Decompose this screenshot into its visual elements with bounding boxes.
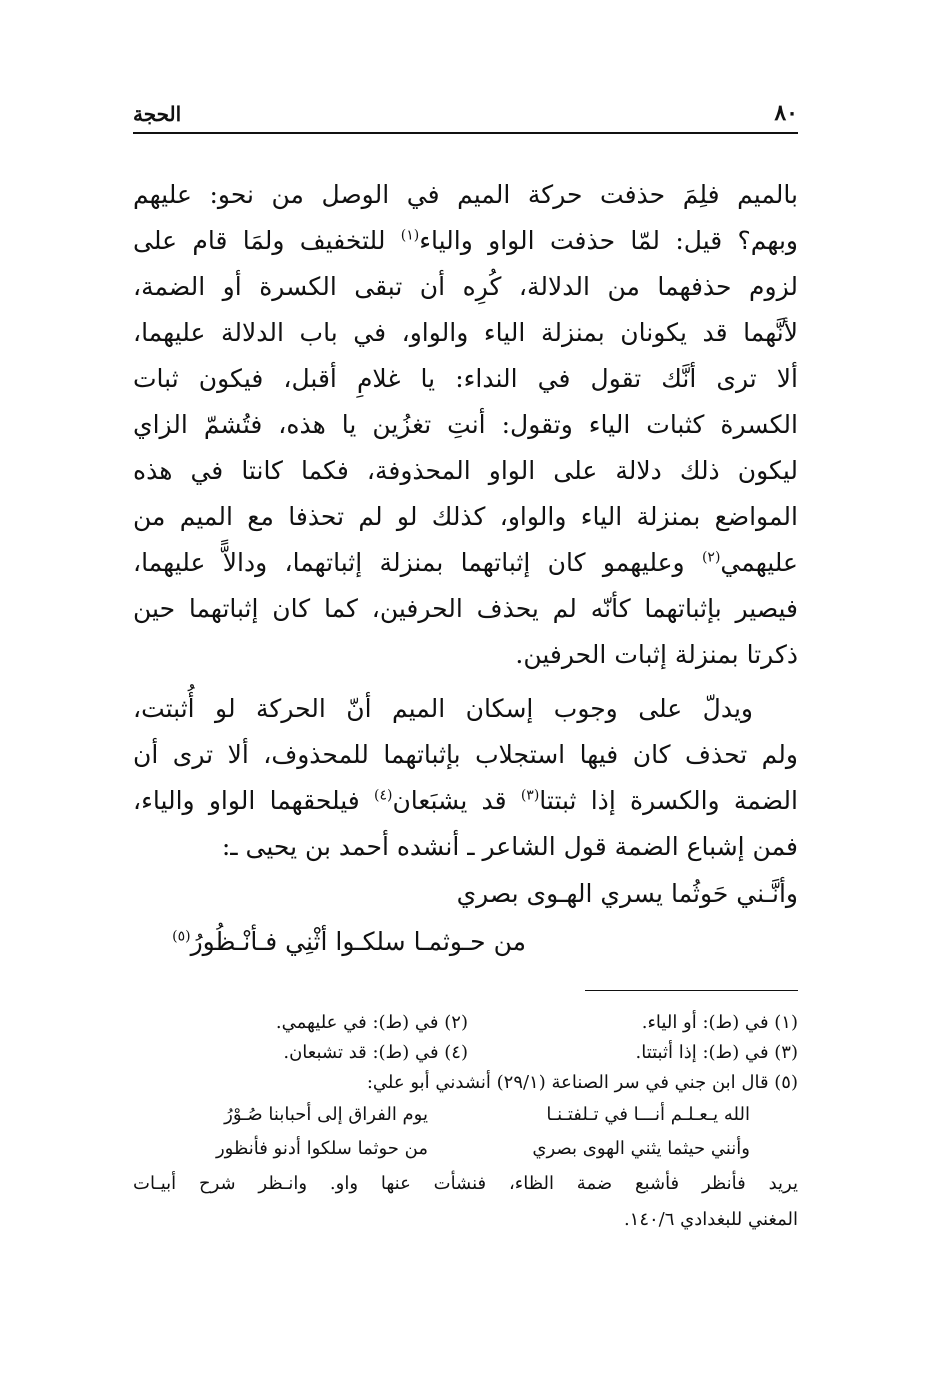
footnote-5-text: المغني للبغدادي ١٤٠/٦. bbox=[623, 1209, 798, 1230]
running-header bbox=[133, 100, 798, 130]
text-line: ليكون ذلك دلالة على الواو المحذوفة، فكما كانتا في هذه bbox=[133, 456, 798, 485]
footnote-verse bbox=[133, 1132, 798, 1166]
running-title: الحجة bbox=[133, 102, 182, 126]
text-line: لأنَّهما قد يكونان بمنزلة الياء والواو، في باب الدلالة عليهما، bbox=[133, 318, 798, 347]
footnote-verse bbox=[133, 1098, 798, 1132]
footnote-ref: (٢) bbox=[701, 549, 721, 566]
footnote-4: (٤) في (ط): قد تشبعان. bbox=[283, 1042, 468, 1063]
poetry-verse bbox=[133, 870, 798, 966]
text-line: ألا ترى أنَّك تقول في النداء: يا غلامِ أقبل، فيكون ثبات bbox=[133, 364, 798, 393]
footnote-ref: (٣) bbox=[520, 787, 540, 804]
verse-line-2: من حـوثمـا سلكـوا أثْنِي فـأنْـظُورُ$^{(٥)}$ bbox=[172, 927, 526, 956]
text-line: فيصير بإثباتهما كأنّه لم يحذف الحرفين، كما كان إثباتهما حين bbox=[133, 594, 798, 623]
footnote-5-intro: (٥) قال ابن جني في سر الصناعة (٢٩/١) أنشدني أبو علي: bbox=[366, 1072, 798, 1093]
footnote-1: (١) في (ط): أو الياء. bbox=[641, 1012, 798, 1033]
footnote-row bbox=[133, 1038, 798, 1068]
footnote-rule bbox=[585, 990, 798, 991]
text-line: الكسرة كثبات الياء وتقول: أنتِ تغزُين يا هذه، فتُشمّ الزاي bbox=[133, 410, 798, 439]
page-number: ٨٠ bbox=[774, 100, 798, 126]
paragraph-2 bbox=[133, 686, 798, 870]
text-line: عليهمي$^{(٢)}$ وعليهمو كان إثباتهما بمنزلة إثباتهما، ودالاًّ عليهما، bbox=[133, 548, 798, 577]
footnote-ref: (٤) bbox=[373, 787, 393, 804]
footnote-3: (٣) في (ط): إذا أثبتتا. bbox=[635, 1042, 798, 1063]
hemistich: وأنني حيثما يثني الهوى بصري bbox=[532, 1138, 750, 1159]
footnote-ref: (٥) bbox=[172, 928, 191, 945]
text-line: ذكرتا بمنزلة إثبات الحرفين. bbox=[515, 640, 798, 669]
text-line: المواضع بمنزلة الياء والواو، كذلك لو لم تحذفا مع الميم من bbox=[133, 502, 798, 531]
footnote-row bbox=[133, 1008, 798, 1038]
hemistich: يوم الفراق إلى أحبابنا صُـوْرُ bbox=[224, 1104, 428, 1125]
hemistich: الله يـعـلـم أنـــا في تـلفتـنـا bbox=[546, 1104, 750, 1125]
text-line: بالميم فلِمَ حذفت حركة الميم في الوصل من نحو: عليهم bbox=[133, 180, 798, 209]
main-text bbox=[133, 172, 798, 966]
text-line: لزوم حذفهما من الدلالة، كُرِه أن تبقى الكسرة أو الضمة، bbox=[133, 272, 798, 301]
paragraph-1 bbox=[133, 172, 798, 678]
verse-line-1: وأنَّـني حَوثُما يسري الهـوى بصري bbox=[456, 879, 798, 908]
footnote-2: (٢) في (ط): في عليهمي. bbox=[275, 1012, 468, 1033]
footnote-ref: (١) bbox=[400, 227, 420, 244]
text-line: ولم تحذف كان فيها استجلاب بإثباتهما للمحذوف، ألا ترى أن bbox=[133, 740, 798, 769]
text-line: وبهم؟ قيل: لمّا حذفت الواو والياء$^{(١)}$ للتخفيف ولمَا قام على bbox=[133, 226, 798, 255]
text-line: ويدلّ على وجوب إسكان الميم أنّ الحركة لو أُثبتت، bbox=[133, 694, 753, 723]
footnote-5-text: يريد فأنظر فأشبع ضمة الظاء، فنشأت عنها واو. وانـظر شرح أبيـات bbox=[133, 1173, 798, 1194]
hemistich: من حوثما سلكوا أدنو فأنظور bbox=[215, 1138, 428, 1159]
text-line: الضمة والكسرة إذا ثبتتا$^{(٣)}$ قد يشبَعان$^{(٤)}$ فيلحقهما الواو والياء، bbox=[133, 786, 798, 815]
header-rule bbox=[133, 132, 798, 134]
footnotes bbox=[133, 1008, 798, 1238]
text-line: فمن إشباع الضمة قول الشاعر ـ أنشده أحمد بن يحيى ـ: bbox=[221, 832, 798, 861]
